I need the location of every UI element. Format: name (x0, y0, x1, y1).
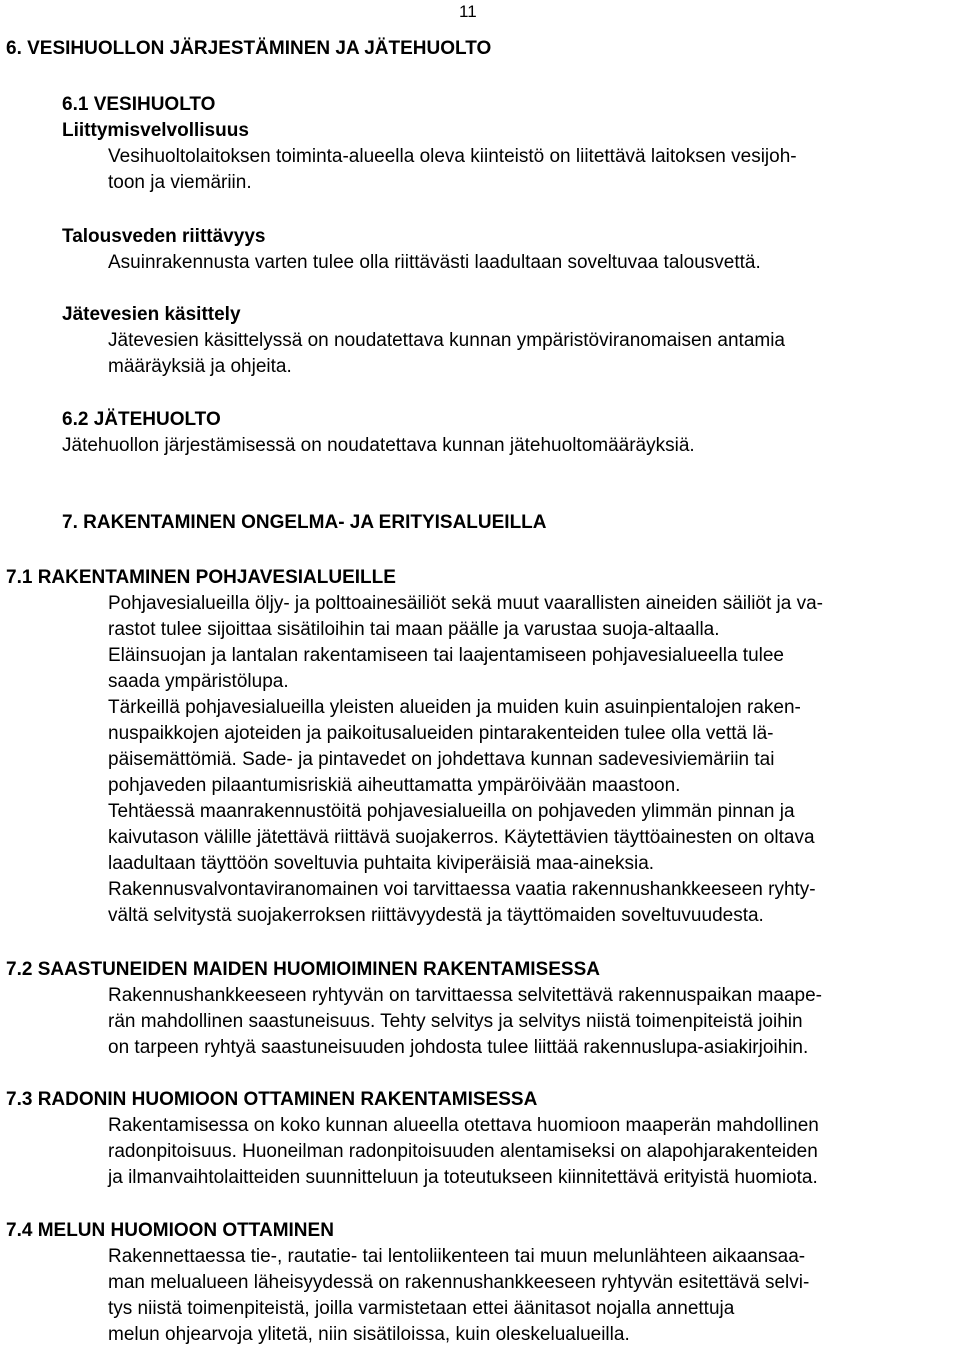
liittymisvelvollisuus-heading: Liittymisvelvollisuus (62, 120, 249, 141)
paragraph-line: rastot tulee sijoittaa sisätiloihin tai maan päälle ja varustaa suoja-altaalla. (108, 619, 720, 640)
paragraph-line: Rakentamisessa on koko kunnan alueella otettava huomioon maaperän mahdollinen (108, 1115, 819, 1136)
paragraph-line: radonpitoisuus. Huoneilman radonpitoisuuden alentamiseksi on alapohjarakenteiden (108, 1141, 818, 1162)
paragraph-line: Rakennettaessa tie-, rautatie- tai lentoliikenteen tai muun melunlähteen aikaansaa- (108, 1246, 806, 1267)
paragraph-line: on tarpeen ryhtyä saastuneisuuden johdosta tulee liittää rakennuslupa-asiakirjoihin. (108, 1037, 809, 1058)
paragraph-line: Vesihuoltolaitoksen toiminta-alueella oleva kiinteistö on liitettävä laitoksen vesijoh- (108, 146, 797, 167)
section-6-2-title: 6.2 JÄTEHUOLTO (62, 409, 221, 430)
paragraph-line: määräyksiä ja ohjeita. (108, 356, 292, 377)
paragraph-line: Tehtäessä maanrakennustöitä pohjavesialueilla on pohjaveden ylimmän pinnan ja (108, 801, 795, 822)
paragraph-line: Jätevesien käsittelyssä on noudatettava kunnan ympäristöviranomaisen antamia (108, 330, 785, 351)
section-7-1-title: 7.1 RAKENTAMINEN POHJAVESIALUEILLE (6, 567, 396, 588)
section-7-title: 7. RAKENTAMINEN ONGELMA- JA ERITYISALUEILLA (62, 512, 547, 533)
paragraph-line: Pohjavesialueilla öljy- ja polttoainesäiliöt sekä muut vaarallisten aineiden säiliöt ja va- (108, 593, 824, 614)
paragraph-line: Eläinsuojan ja lantalan rakentamiseen tai laajentamiseen pohjavesialueella tulee (108, 645, 785, 666)
paragraph-line: Tärkeillä pohjavesialueilla yleisten alueiden ja muiden kuin asuinpientalojen raken- (108, 697, 801, 718)
paragraph-line: melun ohjearvoja ylitetä, niin sisätiloissa, kuin oleskelualueilla. (108, 1324, 630, 1345)
paragraph-line: man melualueen läheisyydessä on rakennushankkeeseen ryhtyvän esitettävä selvi- (108, 1272, 810, 1293)
paragraph-line: laadultaan täyttöön soveltuvia puhtaita kiviperäisiä maa-aineksia. (108, 853, 655, 874)
paragraph-line: päisemättömiä. Sade- ja pintavedet on johdettava kunnan sadevesiviemäriin tai (108, 749, 775, 770)
paragraph-line: vältä selvitystä suojakerroksen riittävyydestä ja täyttömaiden soveltuvuudesta. (108, 905, 764, 926)
paragraph-line: rän mahdollinen saastuneisuus. Tehty selvitys ja selvitys niistä toimenpiteistä joihin (108, 1011, 803, 1032)
paragraph-line: nuspaikkojen ajoteiden ja paikoitusalueiden pintarakenteiden tulee olla vettä lä- (108, 723, 774, 744)
jatevesien-kasittely-heading: Jätevesien käsittely (62, 304, 241, 325)
paragraph-line: ja ilmanvaihtolaitteiden suunnitteluun ja toteutukseen kiinnitettävä erityistä huomiota. (108, 1167, 818, 1188)
paragraph-line: Jätehuollon järjestämisessä on noudatettava kunnan jätehuoltomääräyksiä. (62, 435, 695, 456)
talousveden-riittavyys-heading: Talousveden riittävyys (62, 226, 266, 247)
page-number: 11 (459, 2, 477, 21)
paragraph-line: Rakennushankkeeseen ryhtyvän on tarvittaessa selvitettävä rakennuspaikan maape- (108, 985, 822, 1006)
section-6-title: 6. VESIHUOLLON JÄRJESTÄMINEN JA JÄTEHUOLTO (6, 38, 492, 59)
section-7-2-title: 7.2 SAASTUNEIDEN MAIDEN HUOMIOIMINEN RAKENTAMISESSA (6, 959, 600, 980)
section-7-4-title: 7.4 MELUN HUOMIOON OTTAMINEN (6, 1220, 334, 1241)
section-7-3-title: 7.3 RADONIN HUOMIOON OTTAMINEN RAKENTAMISESSA (6, 1089, 538, 1110)
paragraph-line: tys niistä toimenpiteistä, joilla varmistetaan ettei äänitasot nojalla annettuja (108, 1298, 735, 1319)
paragraph-line: saada ympäristölupa. (108, 671, 289, 692)
section-6-1-title: 6.1 VESIHUOLTO (62, 94, 216, 115)
paragraph-line: kaivutason välille jätettävä riittävä suojakerros. Käytettävien täyttöainesten on oltava (108, 827, 815, 848)
paragraph-line: pohjaveden pilaantumisriskiä aiheuttamatta ympäröivään maastoon. (108, 775, 681, 796)
paragraph-line: Asuinrakennusta varten tulee olla riittävästi laadultaan soveltuvaa talousvettä. (108, 252, 761, 273)
paragraph-line: toon ja viemäriin. (108, 172, 252, 193)
paragraph-line: Rakennusvalvontaviranomainen voi tarvittaessa vaatia rakennushankkeeseen ryhty- (108, 879, 816, 900)
